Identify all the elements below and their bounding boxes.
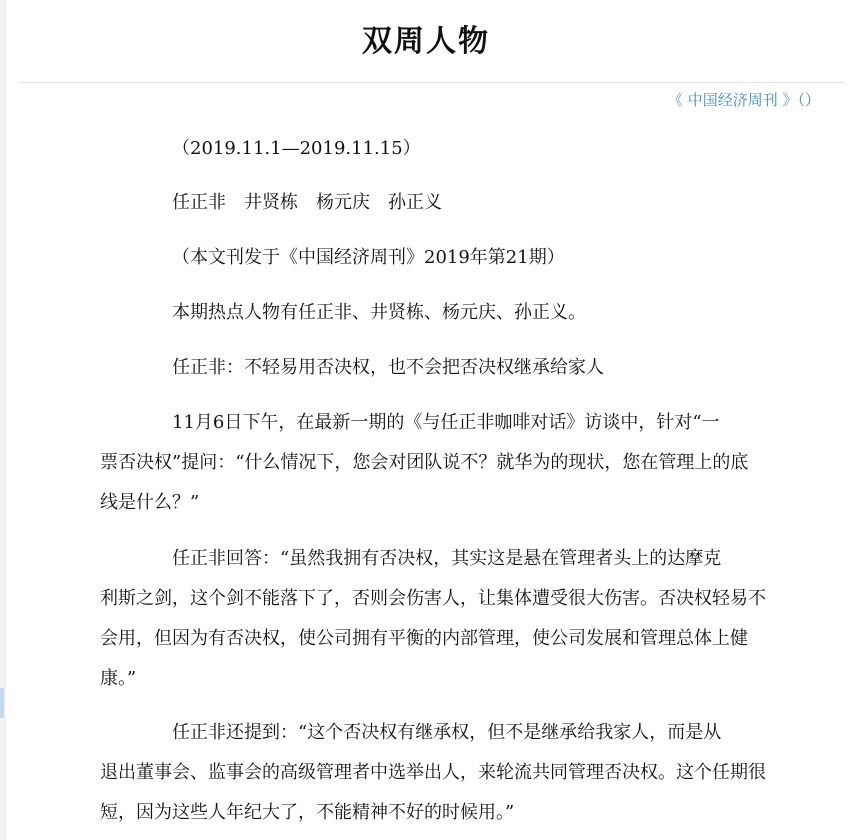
paragraph-2-line-2: 利斯之剑，这个剑不能落下了，否则会伤害人，让集体遭受很大伤害。否决权轻易不 <box>100 588 766 609</box>
title-divider <box>18 82 844 83</box>
date-range: （2019.11.1—2019.11.15） <box>172 138 421 159</box>
source-prefix: 《 <box>667 91 683 109</box>
paragraph-2-line-1: 任正非回答：“虽然我拥有否决权，其实这是悬在管理者头上的达摩克 <box>172 548 722 569</box>
paragraph-2-line-4: 康。” <box>100 668 137 689</box>
source-name[interactable]: 中国经济周刊 <box>687 91 778 109</box>
paragraph-2-line-3: 会用，但因为有否决权，使公司拥有平衡的内部管理，使公司发展和管理总体上健 <box>100 628 748 649</box>
intro-text: 本期热点人物有任正非、井贤栋、杨元庆、孙正义。 <box>172 302 586 323</box>
people-list: 任正非 井贤栋 杨元庆 孙正义 <box>172 192 442 213</box>
paragraph-3-line-3: 短，因为这些人年纪大了，不能精神不好的时候用。” <box>100 802 515 823</box>
source-link[interactable] <box>668 89 820 110</box>
paragraph-3-line-2: 退出董事会、监事会的高级管理者中选举出人，来轮流共同管理否决权。这个任期很 <box>100 762 766 783</box>
left-scroll-marker <box>0 688 4 718</box>
publication-note: （本文刊发于《中国经济周刊》2019年第21期） <box>172 247 565 268</box>
page-title: 双周人物 <box>362 24 490 59</box>
paragraph-3-line-1: 任正非还提到：“这个否决权有继承权，但不是继承给我家人，而是从 <box>172 722 722 743</box>
paragraph-1-line-3: 线是什么？” <box>100 492 200 513</box>
section-heading: 任正非：不轻易用否决权，也不会把否决权继承给家人 <box>172 357 604 378</box>
source-suffix: 》（） <box>782 91 820 109</box>
paragraph-1-line-2: 票否决权”提问：“什么情况下，您会对团队说不？就华为的现状，您在管理上的底 <box>100 452 749 473</box>
paragraph-1-line-1: 11月6日下午，在最新一期的《与任正非咖啡对话》访谈中，针对“一 <box>172 412 720 433</box>
